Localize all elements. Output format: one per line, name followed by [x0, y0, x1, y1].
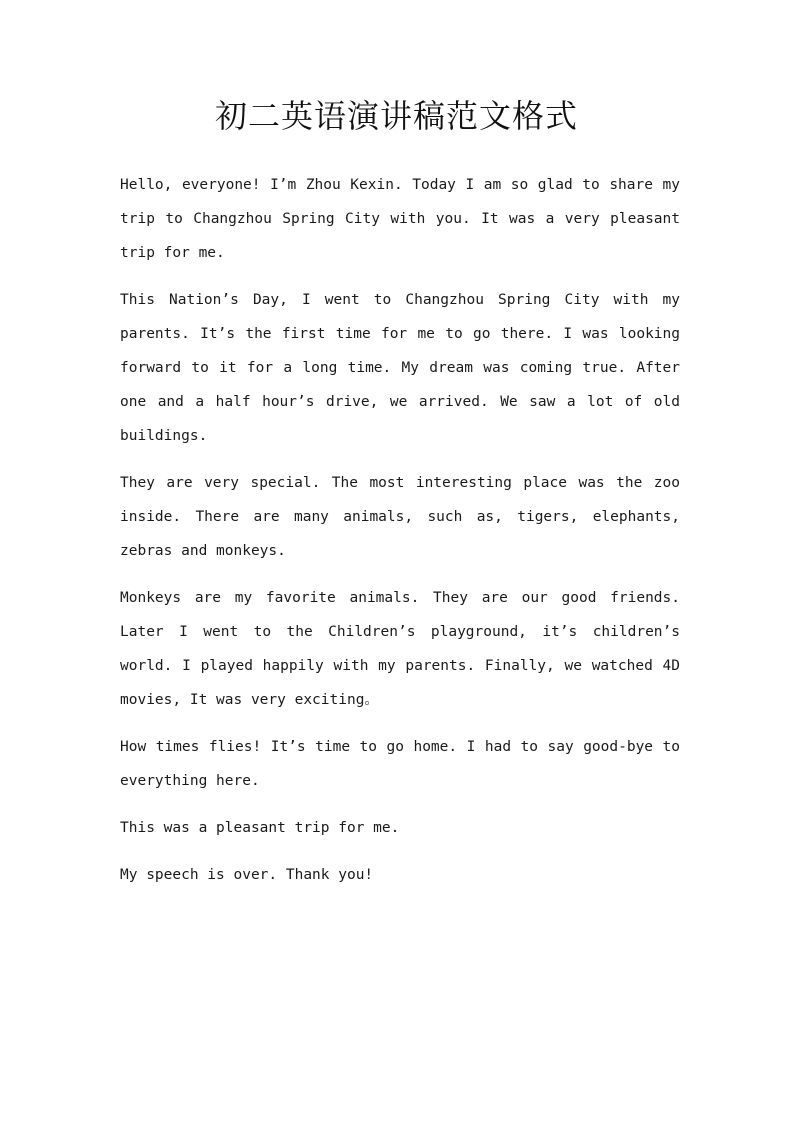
paragraph-going-home: How times flies! It’s time to go home. I had to say good-bye to everything here.	[120, 739, 680, 789]
document-body	[120, 168, 680, 905]
paragraph-closing: My speech is over. Thank you!	[120, 867, 374, 883]
paragraph-monkeys: Monkeys are my favorite animals. They are our good friends. Later I went to the Children’s playground, it’s children’s world. I played happily with my parents. Finally, we watched 4D movies, It was very exciting。	[120, 590, 680, 708]
paragraph-pleasant-trip: This was a pleasant trip for me.	[120, 820, 400, 836]
paragraph-greeting: Hello, everyone! I’m Zhou Kexin. Today I am so glad to share my trip to Changzhou Spring City with you. It was a very pleasant trip for me.	[120, 177, 680, 261]
paragraph-national-day: This Nation’s Day, I went to Changzhou Spring City with my parents. It’s the first time for me to go there. I was looking forward to it for a long time. My dream was coming true. After one and a half hour’s drive, we arrived. We saw a lot of old buildings.	[120, 292, 680, 444]
document-title: 初二英语演讲稿范文格式	[214, 97, 578, 135]
paragraph-zoo: They are very special. The most interesting place was the zoo inside. There are many animals, such as, tigers, elephants, zebras and monkeys.	[120, 475, 680, 559]
